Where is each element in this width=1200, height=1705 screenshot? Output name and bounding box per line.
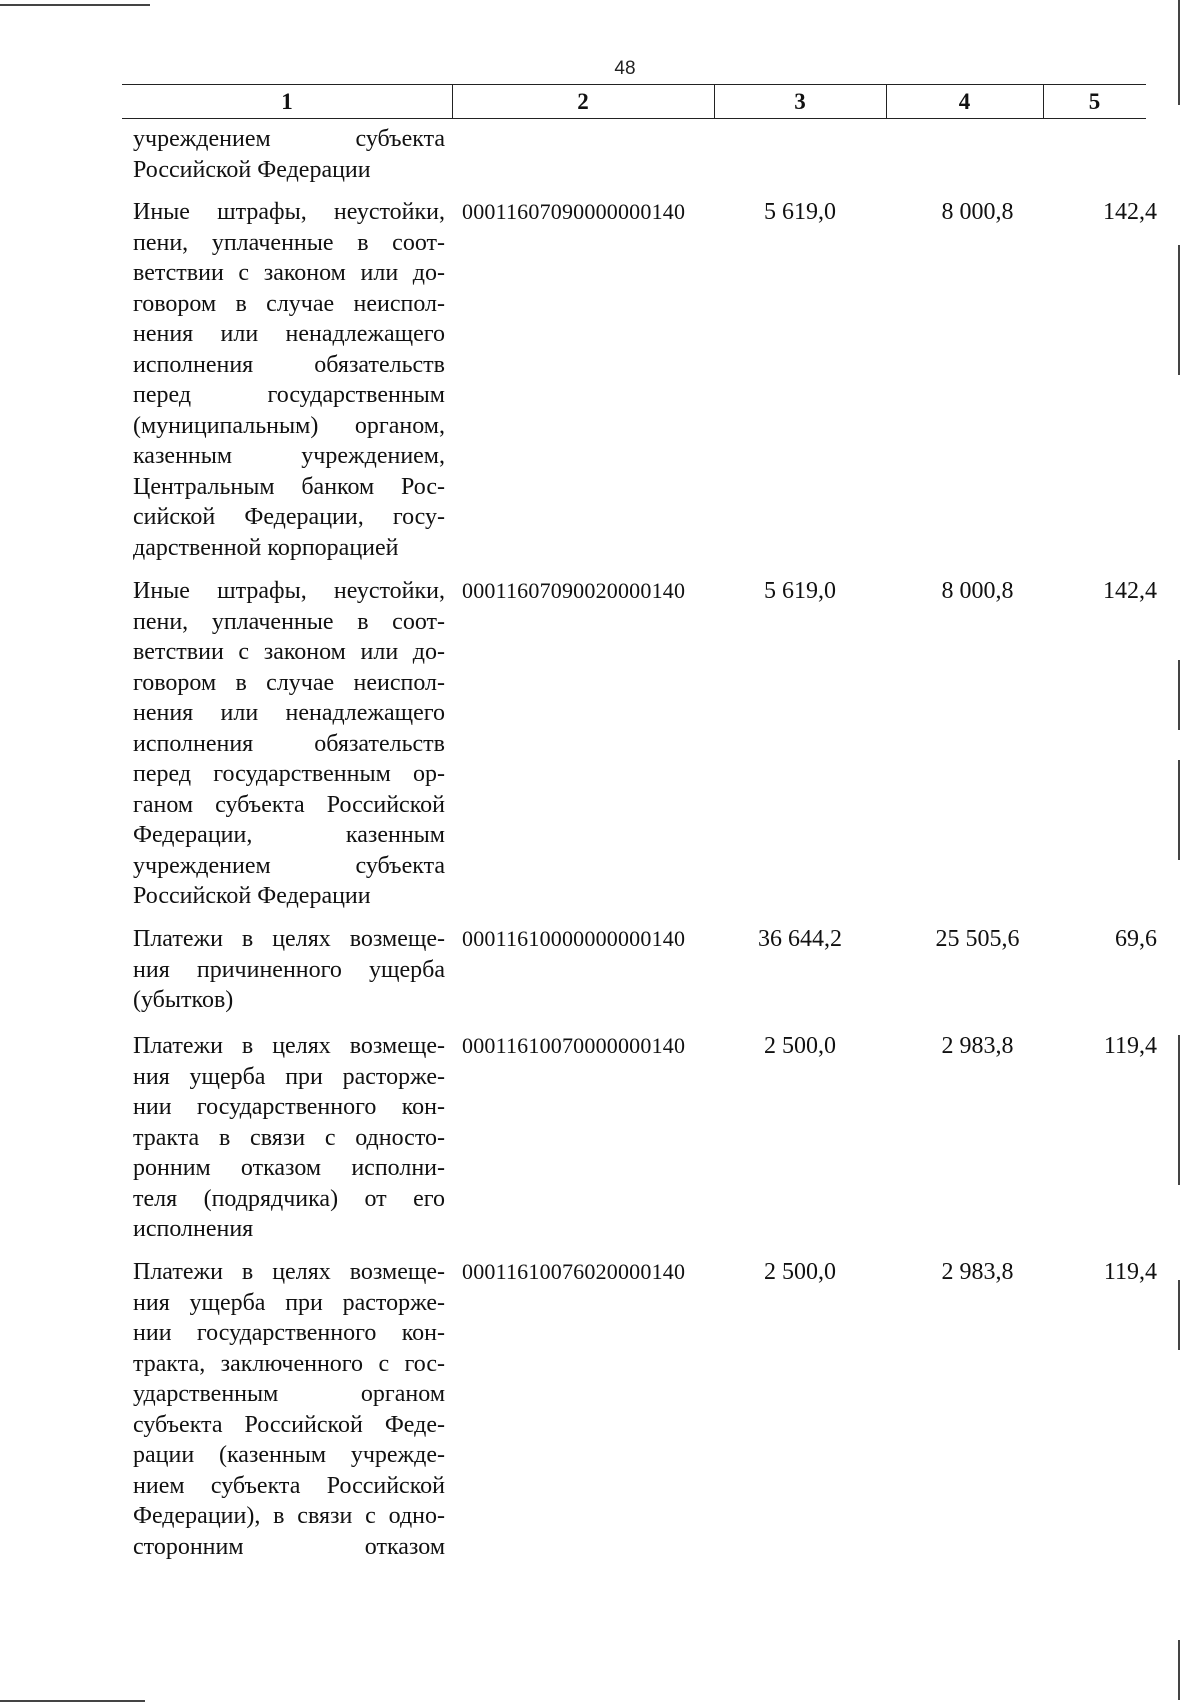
row-value-col5: 142,4 [1103,578,1157,604]
description-line: ганом субъекта Российской [133,791,445,818]
description-line: пени, уплаченные в соот- [133,229,445,256]
description-line: ронним отказом исполни- [133,1155,445,1181]
scan-artifact [1178,660,1180,730]
row-code: 00011610000000000140 [462,926,686,951]
description-line: тракта в связи с односто- [133,1124,445,1151]
header-col-2: 2 [577,89,589,114]
row-description [133,197,445,563]
header-col-4: 4 [958,89,971,114]
description-line: нии государственного кон- [133,1320,445,1346]
scan-artifact [1178,1280,1180,1350]
row-code: 00011610070000000140 [462,1033,686,1058]
description-line: ния причиненного ущерба [133,956,445,983]
description-line: нения или ненадлежащего [133,321,445,347]
row-value-col3: 2 500,0 [764,1033,836,1059]
row-value-col5: 119,4 [1103,1259,1157,1285]
header-col-3: 3 [794,89,806,114]
row-value-col3: 5 619,0 [764,578,836,604]
description-line: Российской Федерации [133,156,371,183]
description-line: ния ущерба при расторже- [133,1063,445,1090]
row-value-col3: 2 500,0 [764,1259,836,1285]
description-line: пени, уплаченные в соот- [133,608,445,635]
description-line: теля (подрядчика) от его [133,1185,445,1212]
description-line: Платежи в целях возмеще- [133,926,445,952]
scan-artifact [1178,0,1180,105]
scan-artifact [0,1700,145,1702]
description-line: Федерации, казенным [133,822,445,848]
row-value-col5: 142,4 [1103,199,1157,225]
description-line: нием субъекта Российской [133,1472,445,1499]
description-line: казенным учреждением, [133,443,445,469]
description-line: исполнения [133,1216,254,1242]
description-line: (муниципальным) органом, [133,412,445,439]
header-col-5: 5 [1088,89,1101,114]
row-code: 00011607090020000140 [462,578,686,603]
description-line: исполнения обязательств [133,351,445,378]
description-line: Российской Федерации [133,883,371,909]
row-code: 00011607090000000140 [462,199,686,224]
description-line: нения или ненадлежащего [133,700,445,726]
row-value-col4: 2 983,8 [941,1259,1014,1285]
page-number: 48 [614,58,636,79]
row-description [133,924,445,1016]
description-line: сторонним отказом [133,1533,445,1560]
description-line: исполнения обязательств [133,730,445,757]
row-value-col4: 8 000,8 [941,578,1014,604]
description-line: субъекта Российской Феде- [133,1411,445,1438]
description-line: ветствии с законом или до- [133,639,445,665]
description-line: ния ущерба при расторже- [133,1289,445,1316]
description-line: перед государственным ор- [133,761,445,787]
row-description [133,124,445,185]
description-line: Платежи в целях возмеще- [133,1033,445,1059]
description-line: учреждением субъекта [133,126,445,152]
description-line: учреждением субъекта [133,852,445,879]
description-line: Центральным банком Рос- [133,473,445,500]
scan-artifact [1178,760,1180,860]
scan-artifact [1178,245,1180,375]
row-value-col5: 119,4 [1103,1033,1157,1059]
description-line: Иные штрафы, неустойки, [133,578,445,604]
row-value-col5: 69,6 [1115,926,1157,952]
description-line: тракта, заключенного с гос- [133,1350,445,1377]
description-line: перед государственным [133,382,445,408]
description-line: Иные штрафы, неустойки, [133,199,445,225]
row-description [133,1257,445,1562]
scan-artifact [1178,1640,1180,1700]
description-line: рации (казенным учрежде- [133,1442,445,1468]
description-line: говором в случае неиспол- [133,669,445,696]
row-value-col3: 36 644,2 [758,926,842,952]
description-line: сийской Федерации, госу- [133,504,445,530]
description-line: (убытков) [133,987,234,1013]
row-value-col3: 5 619,0 [764,199,836,225]
description-line: говором в случае неиспол- [133,290,445,317]
description-line: Федерации), в связи с одно- [133,1503,445,1529]
header-col-1: 1 [281,89,293,114]
row-description [133,1031,445,1245]
description-line: ветствии с законом или до- [133,260,445,286]
description-line: нии государственного кон- [133,1094,445,1120]
scan-artifact [1178,1035,1180,1185]
row-value-col4: 2 983,8 [941,1033,1014,1059]
row-description [133,576,445,912]
description-line: Платежи в целях возмеще- [133,1259,445,1285]
table-header [122,84,1146,119]
description-line: ударственным органом [133,1381,445,1407]
row-code: 00011610076020000140 [462,1259,686,1284]
row-value-col4: 25 505,6 [935,926,1020,952]
description-line: дарственной корпорацией [133,534,399,561]
scan-artifact [0,4,150,6]
row-value-col4: 8 000,8 [941,199,1014,225]
